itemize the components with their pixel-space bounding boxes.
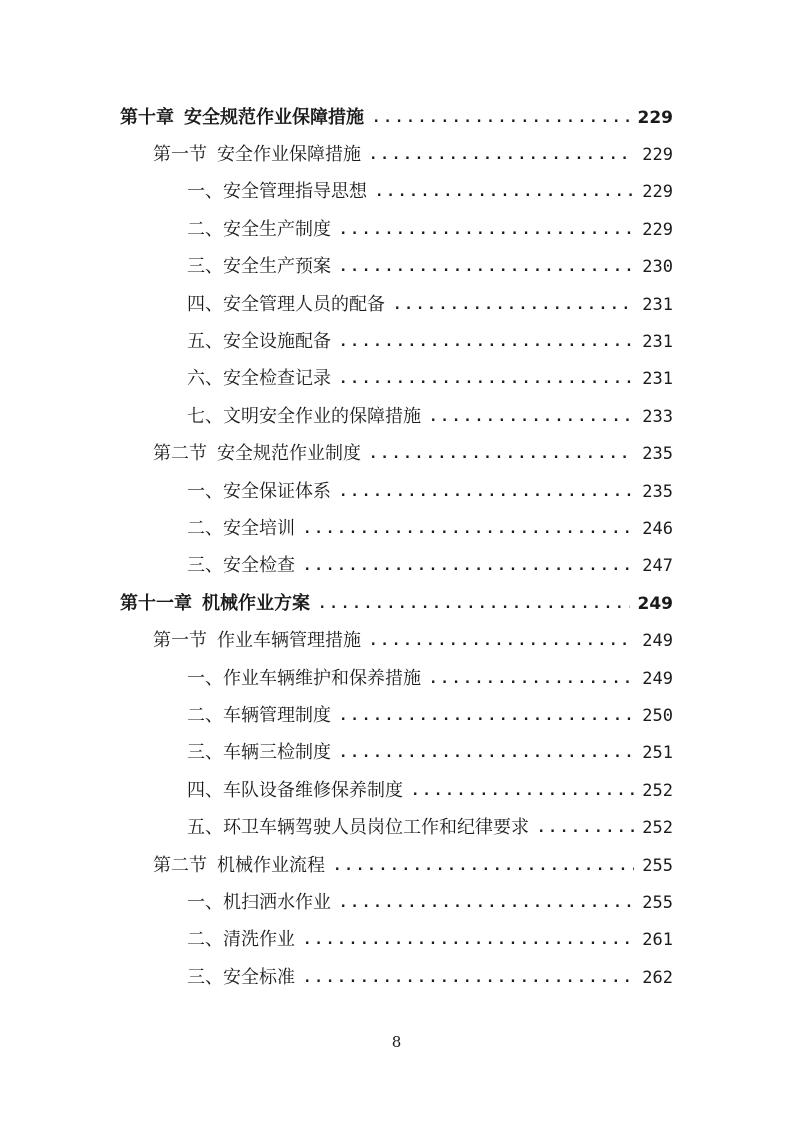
toc-dot-leader xyxy=(372,107,630,129)
toc-dot-leader xyxy=(339,742,634,764)
toc-entry-section[interactable] xyxy=(0,436,793,473)
toc-entry-page: 249 xyxy=(642,668,673,689)
toc-dot-leader xyxy=(333,855,634,877)
toc-entry-item[interactable] xyxy=(0,735,793,772)
toc-dot-leader xyxy=(339,892,634,914)
toc-entry-number: 一、 xyxy=(187,181,223,203)
toc-entry-title: 安全设施配备 xyxy=(223,331,331,353)
toc-entry-section[interactable] xyxy=(0,622,793,659)
toc-dot-leader xyxy=(303,518,634,540)
toc-entry-title: 机械作业方案 xyxy=(202,592,310,614)
toc-entry-title: 安全标准 xyxy=(223,966,295,988)
toc-entry-page: 251 xyxy=(642,743,673,764)
toc-entry-page: 229 xyxy=(642,145,673,166)
toc-entry-number: 第一节 xyxy=(153,144,207,166)
toc-entry-number: 五、 xyxy=(187,331,223,353)
toc-dot-leader xyxy=(339,331,634,353)
toc-entry-title: 文明安全作业的保障措施 xyxy=(223,405,421,427)
toc-entry-item[interactable] xyxy=(0,548,793,585)
toc-entry-title: 机扫洒水作业 xyxy=(223,891,331,913)
toc-entry-number: 第十一章 xyxy=(120,592,192,614)
toc-dot-leader xyxy=(339,705,634,727)
toc-entry-title: 安全管理指导思想 xyxy=(223,181,367,203)
toc-entry-page: 255 xyxy=(642,892,673,913)
toc-entry-item[interactable] xyxy=(0,286,793,323)
toc-entry-item[interactable] xyxy=(0,249,793,286)
toc-entry-section[interactable] xyxy=(0,136,793,173)
toc-entry-number: 第二节 xyxy=(153,854,207,876)
toc-entry-number: 第二节 xyxy=(153,443,207,465)
toc-entry-page: 231 xyxy=(642,294,673,315)
toc-entry-number: 一、 xyxy=(187,480,223,502)
toc-entry-title: 机械作业流程 xyxy=(217,854,325,876)
table-of-contents xyxy=(0,99,793,996)
toc-entry-title: 车辆管理制度 xyxy=(223,704,331,726)
toc-entry-number: 四、 xyxy=(187,779,223,801)
toc-entry-number: 一、 xyxy=(187,891,223,913)
toc-entry-number: 二、 xyxy=(187,218,223,240)
toc-entry-page: 235 xyxy=(642,444,673,465)
toc-entry-title: 安全规范作业制度 xyxy=(217,443,361,465)
toc-dot-leader xyxy=(339,368,634,390)
page-number: 8 xyxy=(391,1033,402,1051)
toc-entry-page: 246 xyxy=(642,518,673,539)
toc-entry-item[interactable] xyxy=(0,323,793,360)
toc-entry-item[interactable] xyxy=(0,772,793,809)
toc-dot-leader xyxy=(429,406,634,428)
toc-entry-title: 安全生产制度 xyxy=(223,218,331,240)
toc-dot-leader xyxy=(393,294,634,316)
toc-entry-item[interactable] xyxy=(0,510,793,547)
toc-entry-title: 车辆三检制度 xyxy=(223,742,331,764)
toc-entry-page: 235 xyxy=(642,481,673,502)
toc-dot-leader xyxy=(339,219,634,241)
toc-entry-page: 262 xyxy=(642,967,673,988)
toc-entry-title: 安全作业保障措施 xyxy=(217,144,361,166)
toc-entry-item[interactable] xyxy=(0,884,793,921)
toc-entry-number: 二、 xyxy=(187,517,223,539)
toc-entry-page: 249 xyxy=(642,631,673,652)
toc-entry-page: 229 xyxy=(642,182,673,203)
toc-entry-item[interactable] xyxy=(0,660,793,697)
toc-entry-number: 一、 xyxy=(187,667,223,689)
toc-dot-leader xyxy=(369,443,634,465)
toc-entry-title: 安全管理人员的配备 xyxy=(223,293,385,315)
toc-entry-page: 247 xyxy=(642,556,673,577)
toc-dot-leader xyxy=(339,481,634,503)
toc-entry-page: 231 xyxy=(642,332,673,353)
toc-dot-leader xyxy=(369,144,634,166)
toc-entry-number: 五、 xyxy=(187,817,223,839)
toc-entry-item[interactable] xyxy=(0,809,793,846)
toc-entry-number: 六、 xyxy=(187,368,223,390)
toc-entry-chapter[interactable] xyxy=(0,99,793,136)
toc-dot-leader xyxy=(369,630,634,652)
toc-dot-leader xyxy=(339,256,634,278)
toc-entry-page: 230 xyxy=(642,257,673,278)
toc-entry-item[interactable] xyxy=(0,361,793,398)
toc-entry-page: 233 xyxy=(642,406,673,427)
toc-entry-number: 二、 xyxy=(187,929,223,951)
toc-entry-title: 安全生产预案 xyxy=(223,256,331,278)
toc-entry-number: 三、 xyxy=(187,256,223,278)
toc-dot-leader xyxy=(303,555,634,577)
toc-entry-item[interactable] xyxy=(0,398,793,435)
toc-entry-page: 229 xyxy=(642,219,673,240)
toc-entry-number: 二、 xyxy=(187,704,223,726)
toc-entry-page: 249 xyxy=(637,593,673,614)
toc-entry-chapter[interactable] xyxy=(0,585,793,622)
toc-dot-leader xyxy=(429,668,634,690)
toc-entry-number: 七、 xyxy=(187,405,223,427)
toc-entry-section[interactable] xyxy=(0,847,793,884)
toc-entry-title: 安全培训 xyxy=(223,517,295,539)
toc-entry-page: 252 xyxy=(642,818,673,839)
toc-entry-title: 作业车辆维护和保养措施 xyxy=(223,667,421,689)
toc-dot-leader xyxy=(375,181,634,203)
toc-entry-title: 作业车辆管理措施 xyxy=(217,630,361,652)
toc-entry-title: 清洗作业 xyxy=(223,929,295,951)
toc-entry-title: 车队设备维修保养制度 xyxy=(223,779,403,801)
toc-entry-number: 第十章 xyxy=(120,106,174,128)
toc-dot-leader xyxy=(303,929,634,951)
toc-entry-title: 安全保证体系 xyxy=(223,480,331,502)
toc-entry-page: 229 xyxy=(637,107,673,128)
toc-entry-page: 261 xyxy=(642,930,673,951)
toc-entry-item[interactable] xyxy=(0,211,793,248)
toc-dot-leader xyxy=(303,967,634,989)
toc-entry-item[interactable] xyxy=(0,473,793,510)
toc-entry-item[interactable] xyxy=(0,697,793,734)
toc-entry-page: 231 xyxy=(642,369,673,390)
toc-entry-number: 四、 xyxy=(187,293,223,315)
toc-entry-number: 三、 xyxy=(187,555,223,577)
toc-entry-number: 三、 xyxy=(187,742,223,764)
toc-entry-number: 三、 xyxy=(187,966,223,988)
toc-entry-page: 252 xyxy=(642,780,673,801)
toc-entry-item[interactable] xyxy=(0,922,793,959)
toc-dot-leader xyxy=(318,593,630,615)
toc-entry-item[interactable] xyxy=(0,174,793,211)
toc-entry-page: 250 xyxy=(642,705,673,726)
toc-dot-leader xyxy=(411,780,634,802)
toc-dot-leader xyxy=(537,817,634,839)
toc-entry-title: 安全检查 xyxy=(223,555,295,577)
toc-entry-page: 255 xyxy=(642,855,673,876)
toc-entry-title: 安全规范作业保障措施 xyxy=(184,106,364,128)
toc-entry-title: 环卫车辆驾驶人员岗位工作和纪律要求 xyxy=(223,817,529,839)
toc-entry-title: 安全检查记录 xyxy=(223,368,331,390)
toc-entry-number: 第一节 xyxy=(153,630,207,652)
toc-entry-item[interactable] xyxy=(0,959,793,996)
